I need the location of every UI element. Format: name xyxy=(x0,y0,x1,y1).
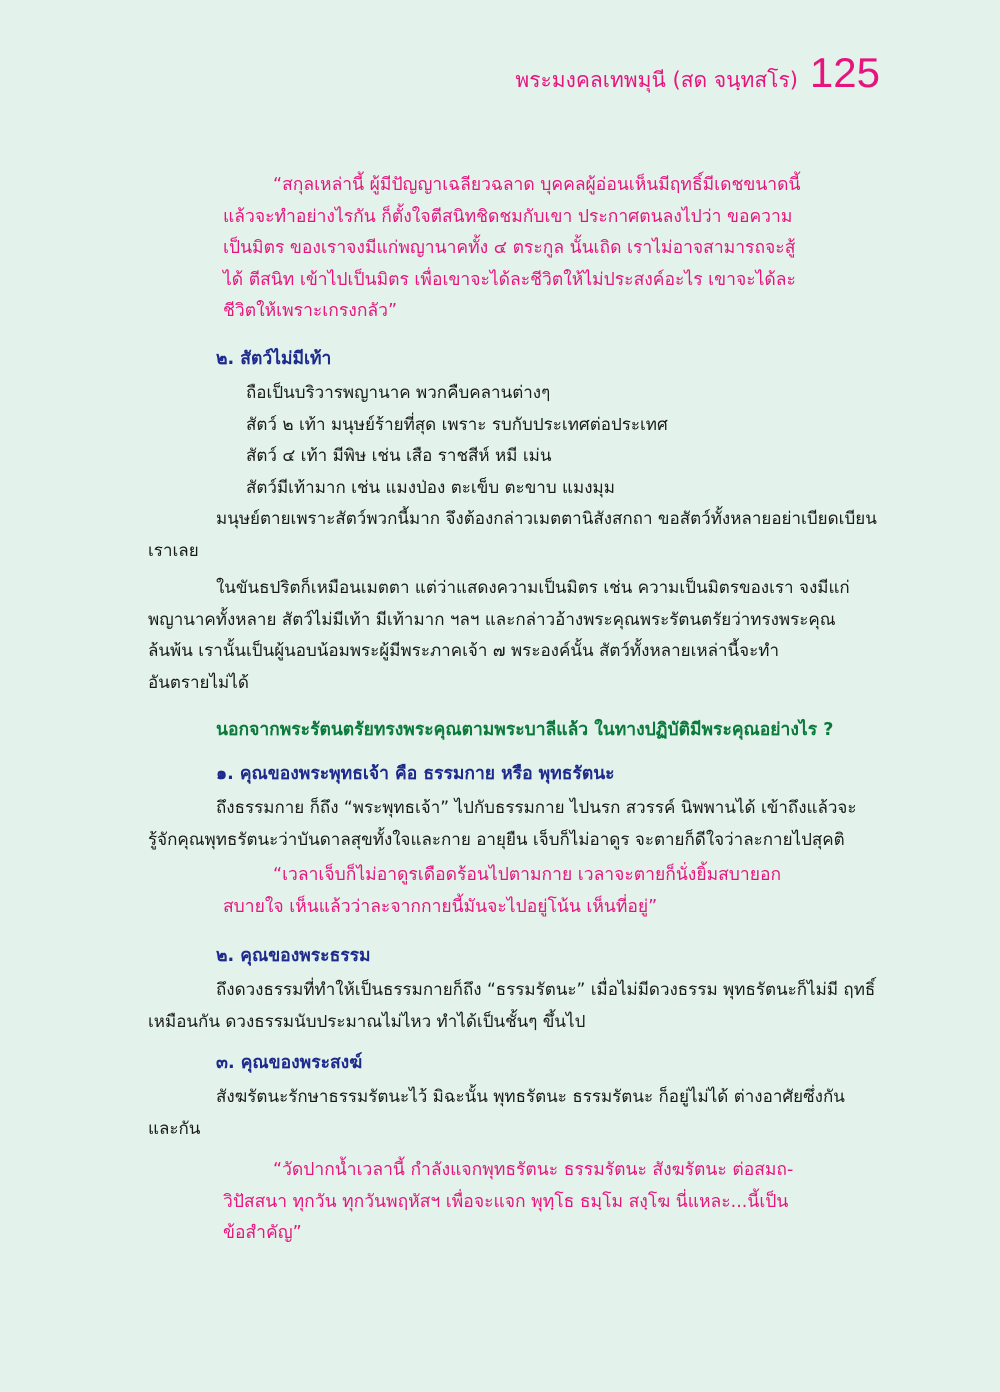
para-line: พญานาคทั้งหลาย สัตว์ไม่มีเท้า มีเท้ามาก ฯลฯ และกล่าวอ้างพระคุณพระรัตนตรัยว่าทรงพระคุณ xyxy=(148,609,836,630)
page-header xyxy=(515,49,880,97)
paragraph-khandha-paritta xyxy=(148,573,880,699)
para-line: ถึงธรรมกาย ก็ถึง “พระพุทธเจ้า” ไปกับธรรมกาย ไปนรก สวรรค์ นิพพานได้ เข้าถึงแล้วจะ xyxy=(216,798,857,818)
paragraph-dhamma xyxy=(148,975,880,1038)
list-item: สัตว์มีเท้ามาก เช่น แมงป่อง ตะเข็บ ตะขาบ แมงมุม xyxy=(246,477,615,498)
para-line: มนุษย์ตายเพราะสัตว์พวกนี้มาก จึงต้องกล่าวเมตตานิสังสกถา ขอสัตว์ทั้งหลายอย่าเบียดเบียน xyxy=(216,509,877,529)
quote-naga xyxy=(148,170,880,330)
quote-line: แล้วจะทำอย่างไรกัน ก็ตั้งใจตีสนิทชิดชมกับเขา ประกาศตนลงไปว่า ขอความ xyxy=(223,206,793,227)
para-line: ในขันธปริตก็เหมือนเมตตา แต่ว่าแสดงความเป็นมิตร เช่น ความเป็นมิตรของเรา จงมีแก่ xyxy=(216,578,850,598)
quote-line: “วัดปากน้ำเวลานี้ กำลังแจกพุทธรัตนะ ธรรมรัตนะ สังฆรัตนะ ต่อสมถ- xyxy=(273,1160,794,1181)
para-line: และกัน xyxy=(148,1118,201,1139)
running-title: พระมงคลเทพมุนี (สด จนฺทสโร) xyxy=(515,68,798,92)
page-body xyxy=(148,170,880,1250)
list-item: ถือเป็นบริวารพญานาค พวกคืบคลานต่างๆ xyxy=(246,383,551,403)
paragraph-sangha xyxy=(148,1082,880,1145)
heading-dhamma: ๒. คุณของพระธรรม xyxy=(216,946,371,967)
heading-buddha: ๑. คุณของพระพุทธเจ้า คือ ธรรมกาย หรือ พุทธรัตนะ xyxy=(216,764,615,784)
para-line: ถึงดวงธรรมที่ทำให้เป็นธรรมกายก็ถึง “ธรรมรัตนะ” เมื่อไม่มีดวงธรรม พุทธรัตนะก็ไม่มี ฤทธิ์ xyxy=(216,980,876,1001)
quote-line: “เวลาเจ็บก็ไม่อาดูรเดือดร้อนไปตามกาย เวลาจะตายก็นั่งยิ้มสบายอก xyxy=(273,865,782,885)
quote-line: ได้ ตีสนิท เข้าไปเป็นมิตร เพื่อเขาจะได้ละชีวิตให้ไม่ประสงค์อะไร เขาจะได้ละ xyxy=(223,269,796,290)
quote-line: ข้อสำคัญ” xyxy=(223,1223,302,1244)
animal-list xyxy=(148,378,880,504)
quote-line: “สกุลเหล่านี้ ผู้มีปัญญาเฉลียวฉลาด บุคคลผู้อ่อนเห็นมีฤทธิ์มีเดชขนาดนี้ xyxy=(273,175,801,195)
heading-footless-animals: ๒. สัตว์ไม่มีเท้า xyxy=(216,349,332,369)
quote-buddha xyxy=(148,860,880,923)
question-heading: นอกจากพระรัตนตรัยทรงพระคุณตามพระบาลีแล้ว ในทางปฏิบัติมีพระคุณอย่างไร ? xyxy=(216,720,834,740)
para-line: เหมือนกัน ดวงธรรมนับประมาณไม่ไหว ทำได้เป็นชั้นๆ ขึ้นไป xyxy=(148,1011,586,1032)
quote-line: เป็นมิตร ของเราจงมีแก่พญานาคทั้ง ๔ ตระกูล นั้นเถิด เราไม่อาจสามารถจะสู้ xyxy=(223,238,796,259)
quote-line: สบายใจ เห็นแล้วว่าละจากกายนี้มันจะไปอยู่โน้น เห็นที่อยู่” xyxy=(223,896,658,917)
quote-sangha xyxy=(148,1155,880,1250)
para-line: อันตรายไม่ได้ xyxy=(148,672,249,693)
para-line: เราเลย xyxy=(148,540,199,561)
quote-line: วิปัสสนา ทุกวัน ทุกวันพฤหัสฯ เพื่อจะแจก พุทฺโธ ธมฺโม สงฺโฆ นี่แหละ...นี้เป็น xyxy=(223,1191,789,1212)
para-line: ล้นพ้น เรานั้นเป็นผู้นอบน้อมพระผู้มีพระภาคเจ้า ๗ พระองค์นั้น สัตว์ทั้งหลายเหล่านี้จะทำ xyxy=(148,641,780,661)
list-item: สัตว์ ๔ เท้า มีพิษ เช่น เสือ ราชสีห์ หมี เม่น xyxy=(246,446,552,466)
para-line: รู้จักคุณพุทธรัตนะว่าบันดาลสุขทั้งใจและกาย อายุยืน เจ็บก็ไม่อาดูร จะตายก็ดีใจว่าละกายไปสุคติ xyxy=(148,829,845,850)
heading-sangha: ๓. คุณของพระสงฆ์ xyxy=(216,1053,363,1074)
quote-line: ชีวิตให้เพราะเกรงกลัว” xyxy=(223,301,398,322)
list-item: สัตว์ ๒ เท้า มนุษย์ร้ายที่สุด เพราะ รบกับประเทศต่อประเทศ xyxy=(246,414,668,435)
paragraph-buddha xyxy=(148,793,880,856)
paragraph-metta xyxy=(148,504,880,567)
para-line: สังฆรัตนะรักษาธรรมรัตนะไว้ มิฉะนั้น พุทธรัตนะ ธรรมรัตนะ ก็อยู่ไม่ได้ ต่างอาศัยซึ่งกัน xyxy=(216,1087,845,1108)
page-number: 125 xyxy=(809,49,880,96)
